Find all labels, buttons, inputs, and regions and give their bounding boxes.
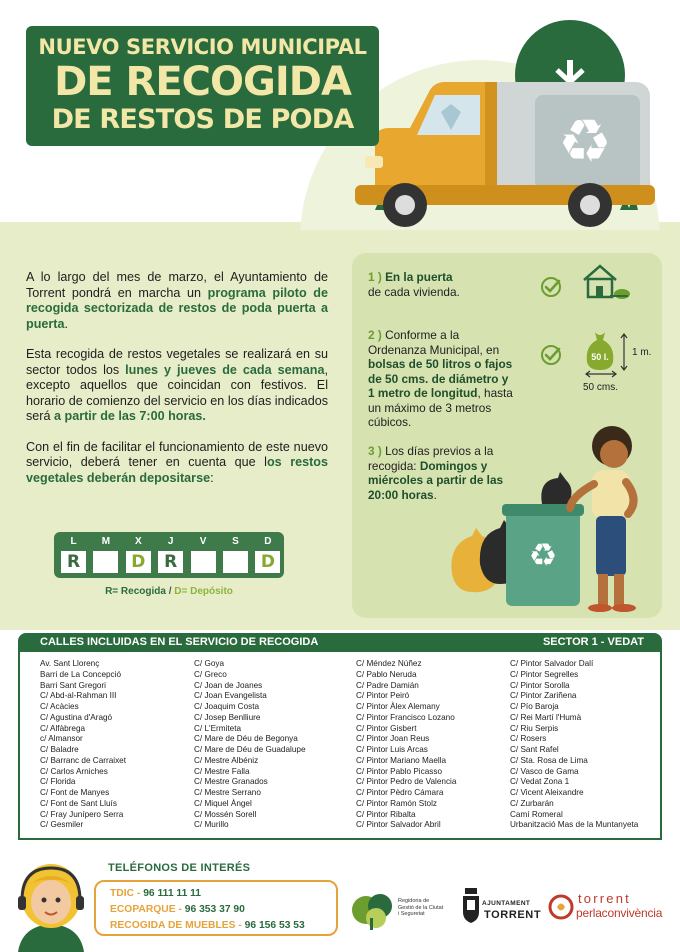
regidoria-logo [350, 890, 396, 930]
street-item: C/ Fray Junípero Serra [40, 809, 124, 819]
street-item: C/ Pintor Pedro de Valencia [356, 777, 457, 787]
title-box [26, 26, 379, 146]
street-item: C/ Méndez Núñez [356, 659, 422, 668]
street-item: Urbanització Mas de la Muntanyeta [510, 820, 639, 830]
street-item: C/ Barranc de Carraixet [40, 755, 127, 765]
torrent-logo-subtitle: perlaconvivència [576, 906, 663, 920]
street-item: C/ Mare de Déu de Guadalupe [194, 745, 306, 754]
streets-list [18, 652, 662, 840]
intro-p1-text: A lo largo del mes de marzo, el Ayuntamiento de Torrent pondrá en marcha un [26, 270, 328, 300]
phones-title: TELÉFONOS DE INTERÉS [108, 862, 251, 874]
street-item: C/ Font de Sant Lluís [40, 798, 117, 808]
step-1-number: 1 ) [368, 270, 382, 284]
weekday-mark [223, 551, 248, 573]
street-item: C/ Pintor Sorolla [510, 680, 570, 690]
streets-column-1 [40, 659, 126, 831]
phone-number[interactable]: 96 111 11 11 [143, 888, 202, 899]
street-item: C/ Zurbarán [510, 798, 554, 808]
weekday-letter: L [70, 536, 77, 547]
phone-number[interactable]: 96 353 37 90 [184, 904, 245, 915]
street-item: C/ Josep Benlliure [194, 712, 261, 722]
legend-recogida: R= Recogida [105, 586, 166, 597]
street-item: C/ Vicent Aleixandre [510, 788, 584, 797]
street-item: C/ Pablo Neruda [356, 669, 417, 679]
streets-column-3 [356, 659, 456, 831]
intro-paragraph-2 [26, 347, 328, 425]
house-icon [580, 262, 630, 300]
title-line-1: NUEVO SERVICIO MUNICIPAL [38, 35, 367, 59]
street-item: C/ Alfàbrega [40, 723, 86, 733]
weekday-mark [93, 551, 118, 573]
streets-column-4 [510, 659, 638, 831]
phone-label: TDIC - [110, 888, 144, 899]
intro-p2-days: lunes y jueves de cada semana [125, 362, 325, 377]
street-item: Barri de La Concepció [40, 669, 122, 679]
regidoria-line-3: i Seguretat [398, 911, 425, 917]
street-item: C/ Joan Evangelista [194, 691, 267, 701]
check-icon [540, 344, 562, 366]
street-item: C/ Miquel Àngel [194, 798, 252, 808]
step-3-highlight: Domingos y miércoles a partir de las 20:00 horas [368, 458, 504, 502]
street-item: C/ Pintor Joan Reus [356, 734, 430, 744]
streets-sector-label: SECTOR 1 - VEDAT [542, 636, 644, 648]
ajuntament-label: AJUNTAMENT [482, 900, 531, 907]
street-item: c/ Almansor [40, 734, 83, 744]
street-item: C/ Florida [40, 777, 76, 787]
street-item: C/ Gesmiler [40, 820, 84, 830]
street-item: C/ Pintor Salvador Dalí [510, 659, 594, 668]
weekday-letter: S [232, 536, 239, 547]
intro-text [26, 270, 328, 501]
street-item: C/ Mestre Falla [194, 766, 250, 776]
height-label: 1 m. [632, 347, 652, 358]
street-item: C/ Font de Manyes [40, 788, 110, 797]
woman-with-bin-illustration [442, 424, 662, 614]
intro-p2-time: a partir de las 7:00 horas. [54, 409, 206, 423]
width-label: 50 cms. [583, 382, 619, 393]
intro-paragraph-3 [26, 440, 328, 487]
weekday-mark: D [255, 551, 280, 573]
weekday-letter: V [199, 536, 207, 547]
svg-text:♻: ♻ [528, 536, 558, 574]
street-item: C/ Sta. Rosa de Lima [510, 755, 588, 765]
street-item: C/ Mossén Sorell [194, 809, 257, 819]
weekday-mark: D [126, 551, 151, 573]
intro-p3-highlight: os restos vegetales deberán depositarse [26, 455, 329, 485]
weekday-cell [91, 535, 120, 575]
torrent-logo-title: torrent [578, 891, 631, 906]
phone-number[interactable]: 96 156 53 53 [244, 920, 305, 931]
streets-header [18, 633, 662, 652]
street-item: C/ Goya [194, 659, 225, 668]
street-item: C/ Vedat Zona 1 [510, 777, 570, 787]
bag-volume-label: 50 l. [591, 352, 609, 362]
step-2-number: 2 ) [368, 328, 382, 342]
intro-p2-text: Esta recogida de restos vegetales se realizará en su sector todos los [26, 347, 328, 377]
truck-illustration [335, 20, 665, 235]
calendar-legend [54, 586, 284, 597]
legend-separator: / [165, 586, 175, 597]
intro-p1-highlight: programa piloto de recogida sectorizada de restos de poda puerta a puerta [26, 285, 328, 331]
weekday-cell [59, 535, 88, 575]
street-item: C/ Carlos Arniches [40, 766, 108, 776]
street-item: C/ Mestre Albéniz [194, 755, 259, 765]
step-1 [368, 270, 518, 299]
weekday-letter: X [134, 536, 142, 547]
street-item: C/ Baladre [40, 745, 79, 754]
street-item: C/ Pintor Àlex Alemany [356, 702, 440, 711]
phone-row [110, 902, 336, 918]
street-item: C/ Pintor Peiró [356, 691, 410, 701]
step-3-text: Los días previos a la recogida: [368, 444, 494, 473]
street-item: C/ Greco [194, 669, 227, 679]
street-item: C/ Pintor Gisbert [356, 723, 417, 733]
street-item: C/ Pintor Zariñena [510, 691, 577, 701]
street-item: C/ Murillo [194, 820, 229, 830]
street-item: C/ Sant Rafel [510, 745, 559, 754]
step-3-number: 3 ) [368, 444, 382, 458]
street-item: C/ Pintor Mariano Maella [356, 755, 447, 765]
torrent-convivencia-icon [548, 894, 574, 920]
street-item: C/ Abd-al-Rahman III [40, 691, 117, 701]
ajuntament-crest-icon [461, 888, 481, 924]
operator-avatar [8, 860, 94, 952]
street-item: C/ Pintor Pablo Picasso [356, 766, 443, 776]
street-item: C/ Acàcies [40, 702, 79, 711]
street-item: C/ Mare de Déu de Begonya [194, 734, 298, 744]
phone-row [110, 886, 336, 902]
intro-p1-end: . [64, 316, 68, 331]
regidoria-line-1: Regidoria de [398, 898, 430, 904]
street-item: C/ Padre Damián [356, 680, 419, 690]
weekday-cell [189, 535, 218, 575]
street-item: C/ Pintor Segrelles [510, 669, 579, 679]
street-item: C/ Rei Martí l'Humà [510, 712, 582, 722]
intro-p3-end: : [210, 470, 214, 485]
street-item: C/ Pintor Salvador Abril [356, 820, 441, 830]
street-item: C/ Pintor Ramón Stolz [356, 798, 437, 808]
weekday-cell [156, 535, 185, 575]
step-1-highlight: En la puerta [385, 270, 453, 284]
height-arrow-icon [620, 332, 628, 372]
title-line-3: DE RESTOS DE PODA [51, 104, 354, 135]
title-line-2: DE RECOGIDA [54, 59, 351, 105]
step-2-end: , hasta un máximo de 3 metros cúbicos. [368, 386, 513, 429]
street-item: C/ Agustina d'Aragó [40, 712, 113, 722]
street-item: C/ Vasco de Gama [510, 766, 579, 776]
step-2 [368, 328, 516, 430]
street-item: C/ Joan de Joanes [194, 680, 263, 690]
regidoria-line-2: Gestió de la Ciutat [398, 904, 444, 911]
street-item: C/ Joaquim Costa [194, 702, 260, 711]
phone-label: ECOPARQUE - [110, 904, 185, 915]
street-item: C/ Pío Baroja [510, 702, 559, 711]
street-item: Camí Romeral [510, 809, 563, 819]
weekday-mark: R [158, 551, 183, 573]
street-item: C/ Pintor Francisco Lozano [356, 712, 455, 722]
street-item: C/ Pintor Pèdro Cámara [356, 788, 444, 797]
weekday-letter: M [101, 536, 111, 547]
step-1-text: de cada vivienda. [368, 284, 460, 299]
street-item: C/ Riu Serpis [510, 723, 559, 733]
street-item: C/ Pintor Ribalta [356, 809, 416, 819]
streets-column-2 [194, 659, 306, 831]
street-item: C/ Pintor Luis Arcas [356, 745, 428, 754]
weekday-mark [191, 551, 216, 573]
street-item: C/ Mestre Serrano [194, 788, 261, 797]
weekday-cell [221, 535, 250, 575]
phone-row [110, 918, 336, 934]
ajuntament-torrent-label: TORRENT [484, 909, 542, 921]
regidoria-logo-text [398, 898, 443, 918]
weekday-mark: R [61, 551, 86, 573]
weekday-letter: D [264, 536, 272, 547]
step-2-text: Conforme a la Ordenanza Municipal, en [368, 328, 500, 357]
streets-header-title: CALLES INCLUIDAS EN EL SERVICIO DE RECOGIDA [40, 636, 319, 648]
street-item: C/ L'Ermiteta [194, 723, 242, 733]
step-3-end: . [433, 487, 437, 502]
legend-deposito: D= Depósito [174, 586, 233, 597]
street-item: Barri Sant Gregori [40, 680, 106, 690]
step-2-highlight: bolsas de 50 litros o fajos de 50 cms. de diámetro y 1 metro de longitud [368, 357, 513, 400]
street-item: Av. Sant Llorenç [40, 659, 100, 668]
weekday-letter: J [167, 536, 174, 547]
weekday-cell [253, 535, 282, 575]
street-item: C/ Mestre Granados [194, 777, 268, 787]
hero-banner [0, 0, 680, 258]
intro-paragraph-1 [26, 270, 328, 332]
weekday-cell [124, 535, 153, 575]
check-icon [540, 276, 562, 298]
recycle-icon: ♻ [558, 107, 612, 177]
intro-p2-mid: , excepto aquellos que coincidan con festivos. El horario de comienzo del servicio en los días indicados será [26, 362, 328, 423]
intro-p3-text: Con el fin de facilitar el funcionamiento de este nuevo servicio, deberá tener en cuenta que l [26, 439, 328, 469]
phones-box [94, 880, 338, 936]
phone-label: RECOGIDA DE MUEBLES - [110, 920, 245, 931]
street-item: C/ Rosers [510, 734, 547, 744]
weekday-calendar [54, 532, 284, 578]
width-arrow-icon [584, 370, 618, 378]
